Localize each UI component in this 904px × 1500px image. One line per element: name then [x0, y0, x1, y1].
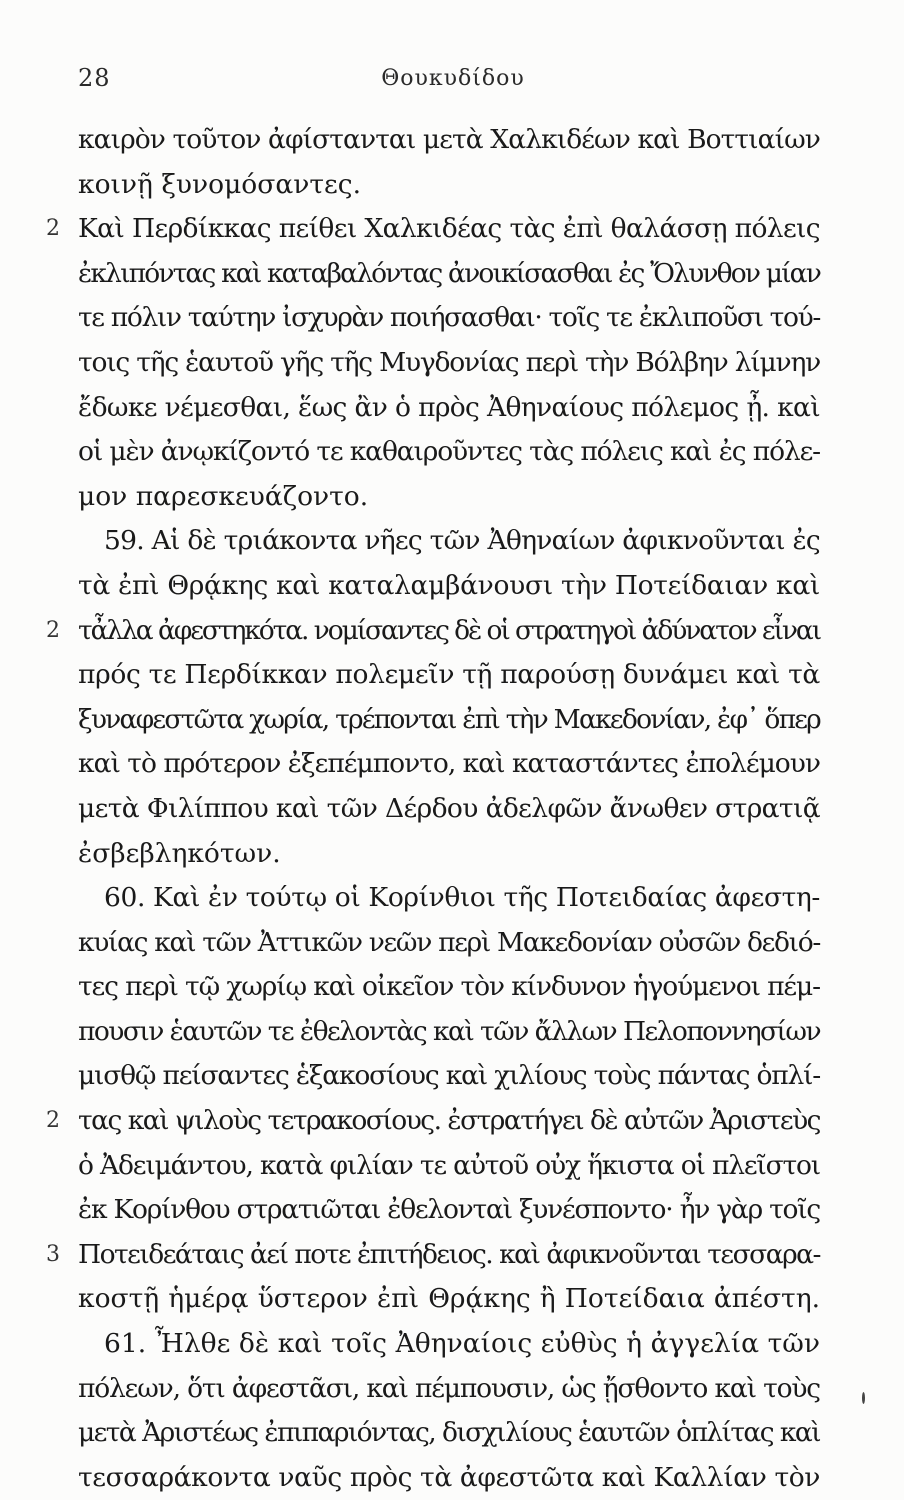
text-line [78, 876, 820, 921]
text-line [78, 1144, 820, 1189]
text-line [78, 653, 820, 698]
line-text: 61. Ἦλθε δὲ καὶ τοῖς Ἀθηναίοις εὐθὺς ἡ ἀγγελία τῶν [104, 1328, 820, 1360]
line-text: τεσσαράκοντα ναῦς πρὸς τὰ ἀφεστῶτα καὶ Καλλίαν τὸν [78, 1461, 820, 1493]
page-header [78, 64, 838, 104]
text-line [78, 1277, 820, 1322]
text-line [78, 386, 820, 431]
line-text: μισθῷ πείσαντες ἑξακοσίους καὶ χιλίους τοὺς πάντας ὁπλί- [78, 1060, 821, 1092]
text-line [78, 832, 820, 877]
margin-section-number: 2 [46, 216, 60, 242]
text-line [46, 1233, 821, 1278]
text-line [78, 341, 820, 386]
text-line [46, 1099, 820, 1144]
margin-section-number: 3 [46, 1241, 60, 1267]
text-line [78, 430, 820, 475]
text-line [78, 1367, 820, 1412]
line-text: ἐκλιπόντας καὶ καταβαλόντας ἀνοικίσασθαι ἐς Ὄλυνθον μίαν [78, 257, 821, 289]
text-line [78, 1010, 820, 1055]
line-text: τες περὶ τῷ χωρίῳ καὶ οἰκεῖον τὸν κίνδυνον ἡγούμενοι πέμ- [78, 971, 820, 1003]
line-text: μον παρεσκευάζοντο. [78, 480, 369, 512]
line-text: Καὶ Περδίκκας πείθει Χαλκιδέας τὰς ἐπὶ θαλάσσῃ πόλεις [78, 213, 821, 245]
line-text: τοις τῆς ἑαυτοῦ γῆς τῆς Μυγδονίας περὶ τὴν Βόλβην λίμνην [78, 346, 821, 378]
text-line [78, 296, 820, 341]
body-text [46, 118, 821, 1500]
text-line [78, 1188, 820, 1233]
line-text: Ποτειδεάταις ἀεί ποτε ἐπιτήδειος. καὶ ἀφικνοῦνται τεσσαρα- [78, 1238, 821, 1270]
page-number: 28 [78, 64, 111, 92]
text-line [78, 742, 820, 787]
line-text: καιρὸν τοῦτον ἀφίστανται μετὰ Χαλκιδέων καὶ Βοττιαίων [78, 124, 820, 155]
text-line [78, 965, 820, 1010]
line-text: πουσιν ἑαυτῶν τε ἐθελοντὰς καὶ τῶν ἄλλων Πελοποννησίων [78, 1015, 821, 1047]
text-line [46, 207, 821, 252]
text-line [78, 787, 820, 832]
running-head: Θουκυδίδου [381, 66, 525, 91]
line-text: ἔδωκε νέμεσθαι, ἕως ἂν ὁ πρὸς Ἀθηναίους πόλεμος ᾖ. καὶ [78, 391, 820, 423]
line-text: ξυναφεστῶτα χωρία, τρέπονται ἐπὶ τὴν Μακεδονίαν, ἐφ᾽ ὅπερ [78, 703, 820, 735]
text-line [78, 1456, 820, 1500]
line-text: 59. Αἱ δὲ τριάκοντα νῆες τῶν Ἀθηναίων ἀφικνοῦνται ἐς [104, 525, 821, 557]
line-text: τας καὶ ψιλοὺς τετρακοσίους. ἐστρατήγει δὲ αὐτῶν Ἀριστεὺς [78, 1105, 820, 1137]
line-text: καὶ τὸ πρότερον ἐξεπέμποντο, καὶ καταστάντες ἐπολέμουν [78, 748, 820, 780]
text-line [78, 163, 820, 208]
margin-section-number: 2 [46, 617, 60, 643]
text-line [78, 1411, 820, 1456]
line-text: οἱ μὲν ἀνῳκίζοντό τε καθαιροῦντες τὰς πόλεις καὶ ἐς πόλε- [78, 436, 820, 468]
line-text: ὁ Ἀδειμάντου, κατὰ φιλίαν τε αὐτοῦ οὐχ ἥκιστα οἱ πλεῖστοι [78, 1149, 821, 1181]
text-line [78, 921, 820, 966]
line-text: τὰ ἐπὶ Θρᾴκης καὶ καταλαμβάνουσι τὴν Ποτείδαιαν καὶ [78, 569, 821, 601]
text-line [78, 1054, 820, 1099]
margin-section-number: 2 [46, 1108, 60, 1134]
text-line [78, 698, 820, 743]
text-line [78, 564, 820, 609]
text-line [78, 252, 820, 297]
line-text: μετὰ Ἀριστέως ἐπιπαριόντας, δισχιλίους ἑαυτῶν ὁπλίτας καὶ [78, 1417, 820, 1449]
text-line [78, 475, 820, 520]
line-text: τε πόλιν ταύτην ἰσχυρὰν ποιήσασθαι· τοῖς τε ἐκλιποῦσι τού- [78, 302, 820, 334]
line-text: κυίας καὶ τῶν Ἀττικῶν νεῶν περὶ Μακεδονίαν οὐσῶν δεδιό- [78, 926, 820, 958]
line-text: πρός τε Περδίκκαν πολεμεῖν τῇ παρούσῃ δυνάμει καὶ τὰ [78, 659, 820, 691]
line-text: κοινῇ ξυνομόσαντες. [78, 168, 362, 200]
text-line [78, 519, 820, 564]
line-text: τἆλλα ἀφεστηκότα. νομίσαντες δὲ οἱ στρατηγοὶ ἀδύνατον εἶναι [78, 614, 821, 646]
line-text: πόλεων, ὅτι ἀφεστᾶσι, καὶ πέμπουσιν, ὡς ᾔσθοντο καὶ τοὺς [78, 1372, 820, 1404]
text-line [46, 609, 821, 654]
line-text: ἐκ Κορίνθου στρατιῶται ἐθελονταὶ ξυνέσποντο· ἦν γὰρ τοῖς [78, 1194, 820, 1226]
ink-speck [862, 1392, 865, 1404]
line-text: κοστῇ ἡμέρᾳ ὕστερον ἐπὶ Θρᾴκης ἢ Ποτείδαια ἀπέστη. [78, 1283, 820, 1315]
line-text: 60. Καὶ ἐν τούτῳ οἱ Κορίνθιοι τῆς Ποτειδαίας ἀφεστη- [104, 882, 821, 914]
text-line [78, 118, 820, 163]
line-text: ἐσβεβληκότων. [78, 837, 281, 869]
line-text: μετὰ Φιλίππου καὶ τῶν Δέρδου ἀδελφῶν ἄνωθεν στρατιᾷ [78, 792, 821, 824]
text-line [78, 1322, 820, 1367]
